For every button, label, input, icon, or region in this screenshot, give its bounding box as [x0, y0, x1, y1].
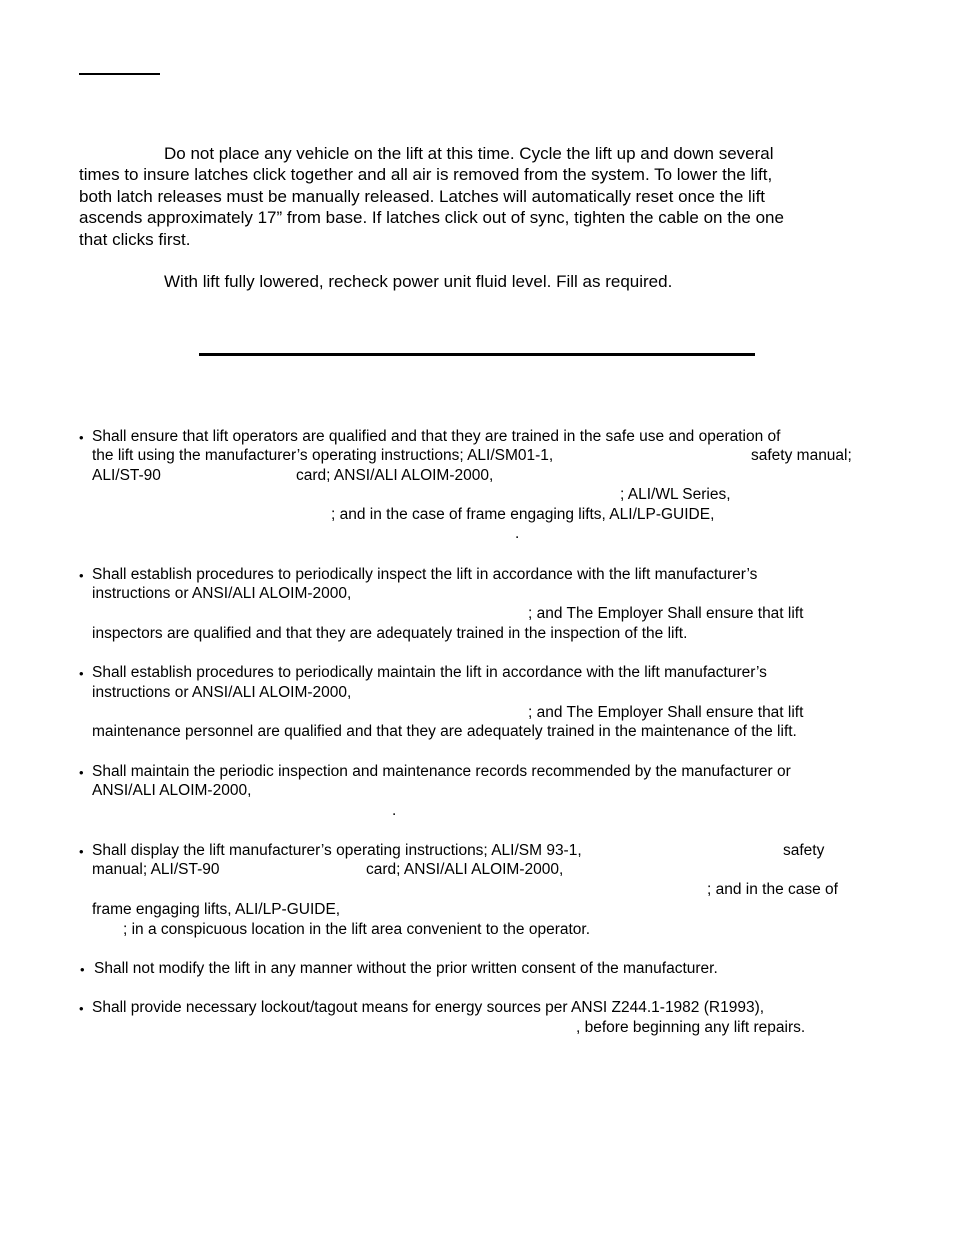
text-line: card; ANSI/ALI ALOIM-2000,	[366, 861, 564, 878]
bullet-glyph: •	[80, 962, 85, 977]
text-line: card; ANSI/ALI ALOIM-2000,	[296, 467, 494, 484]
section-heading-rule	[79, 73, 160, 75]
text-line: Shall display the lift manufacturer’s operating instructions; ALI/SM 93-1,	[92, 842, 582, 859]
text-line: ; and in the case of	[707, 881, 838, 898]
text-line: Shall ensure that lift operators are qualified and that they are trained in the safe use and operation of	[92, 428, 781, 445]
text-line: Do not place any vehicle on the lift at this time. Cycle the lift up and down several	[164, 144, 774, 163]
text-line: the lift using the manufacturer’s operating instructions; ALI/SM01-1,	[92, 447, 554, 464]
text-line: Shall provide necessary lockout/tagout means for energy sources per ANSI Z244.1-1982 (R1993),	[92, 999, 765, 1016]
text-line: times to insure latches click together and all air is removed from the system. To lower the lift,	[79, 165, 773, 184]
text-line: , before beginning any lift repairs.	[576, 1019, 806, 1036]
text-line: ; and The Employer Shall ensure that lift	[528, 704, 804, 721]
text-line: .	[515, 525, 520, 542]
text-line: .	[392, 802, 397, 819]
text-line: ALI/ST-90	[92, 467, 161, 484]
text-line: Shall establish procedures to periodically inspect the lift in accordance with the lift manufacturer’s	[92, 566, 758, 583]
text-line: frame engaging lifts, ALI/LP-GUIDE,	[92, 901, 341, 918]
bullet-glyph: •	[79, 666, 84, 681]
bullet-glyph: •	[79, 1001, 84, 1016]
text-line: ; and The Employer Shall ensure that lift	[528, 605, 804, 622]
text-line: Shall maintain the periodic inspection and maintenance records recommended by the manufacturer or	[92, 763, 791, 780]
text-line: ascends approximately 17” from base. If latches click out of sync, tighten the cable on the one	[79, 208, 784, 227]
instruction-paragraph: With lift fully lowered, recheck power unit fluid level. Fill as required.	[164, 272, 673, 291]
text-line: ; in a conspicuous location in the lift area convenient to the operator.	[123, 921, 591, 938]
text-line: Shall establish procedures to periodically maintain the lift in accordance with the lift manufacturer’s	[92, 664, 767, 681]
text-line: safety manual;	[751, 447, 852, 464]
bullet-glyph: •	[79, 765, 84, 780]
text-line: ; and in the case of frame engaging lifts, ALI/LP-GUIDE,	[331, 506, 715, 523]
text-line: both latch releases must be manually released. Latches will automatically reset once the lift	[79, 187, 766, 206]
text-line: ANSI/ALI ALOIM-2000,	[92, 782, 252, 799]
bullet-glyph: •	[79, 844, 84, 859]
text-line: manual; ALI/ST-90	[92, 861, 220, 878]
bullet-glyph: •	[79, 430, 84, 445]
text-line: that clicks first.	[79, 230, 191, 249]
text-line: instructions or ANSI/ALI ALOIM-2000,	[92, 585, 352, 602]
text-line: instructions or ANSI/ALI ALOIM-2000,	[92, 684, 352, 701]
text-line: inspectors are qualified and that they are adequately trained in the inspection of the lift.	[92, 625, 688, 642]
text-line: safety	[783, 842, 825, 859]
text-line: maintenance personnel are qualified and that they are adequately trained in the maintenance of the lift.	[92, 723, 797, 740]
text-line: Shall not modify the lift in any manner without the prior written consent of the manufacturer.	[94, 960, 718, 977]
bullet-glyph: •	[79, 568, 84, 583]
text-line: ; ALI/WL Series,	[620, 486, 731, 503]
section-divider-rule	[199, 353, 755, 356]
